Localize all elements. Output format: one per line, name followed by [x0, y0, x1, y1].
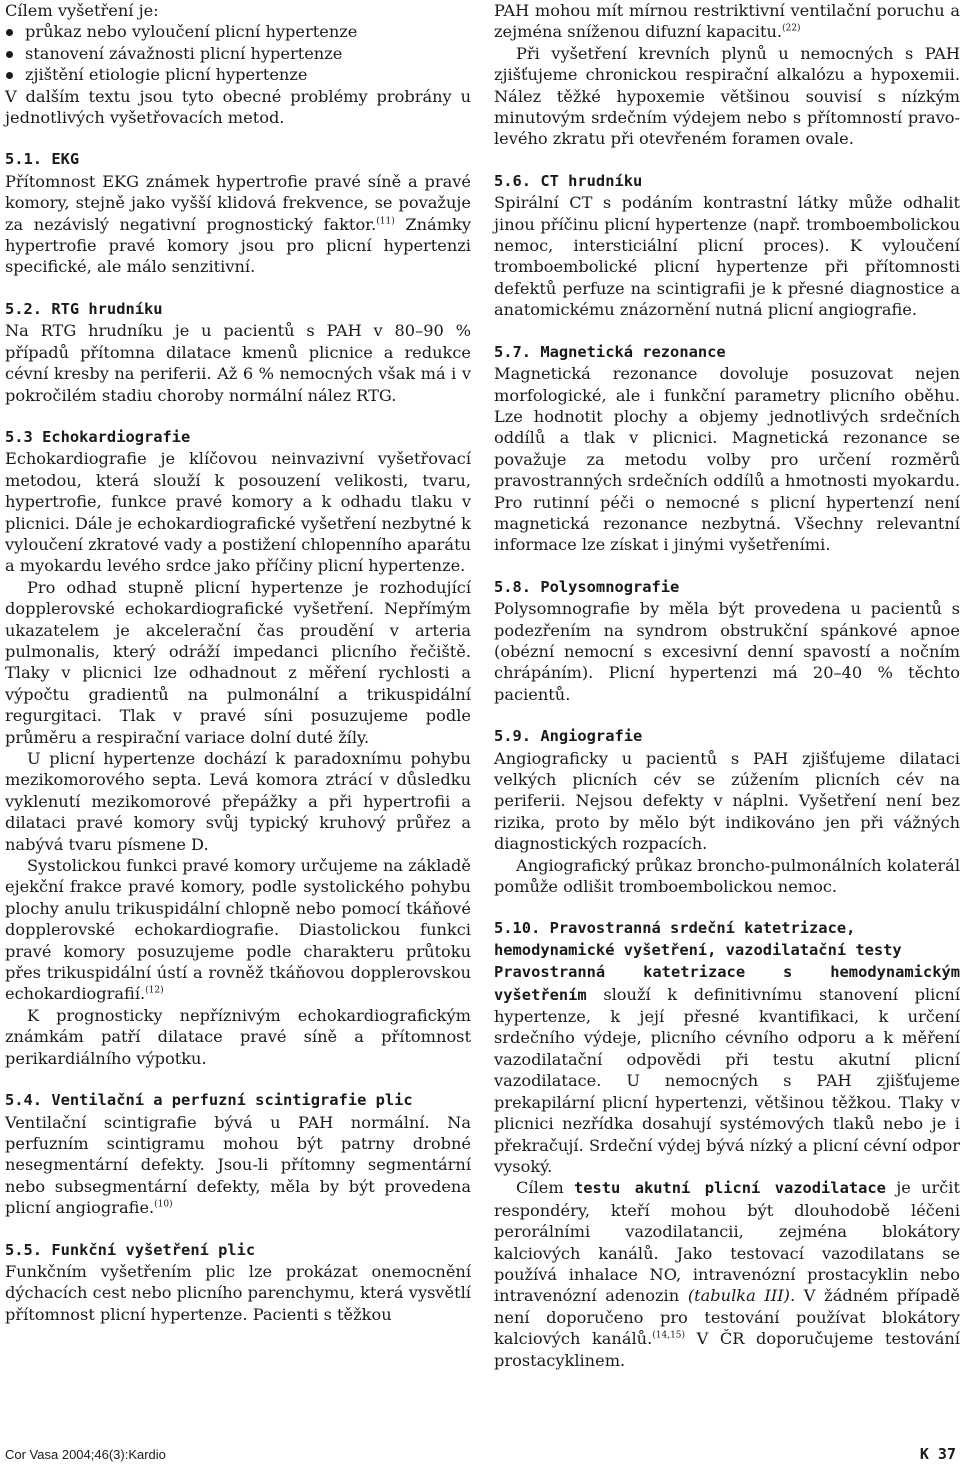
section-5-4-title: 5.4. Ventilační a perfuzní scintigrafie plic [5, 1091, 413, 1110]
section-5-6-text: Spirální CT s podáním kontrastní látky může odhalit jinou příčinu plicní hypertenze (např. tromboembolickou nemoc, intersticiální plicní proces). K vyloučení tromboembolické plicní hypertenze při přítomnosti defektů perfuze na scintigrafii je k přesné diagnostice a anatomickému znázornění nutná plicní angiografie. [494, 193, 960, 320]
section-5-10-paragraph: Pravostranná katetrizace s hemodynamickým vyšetřením slouží k definitivnímu stanovení plicní hypertenze, k její přesné kvantifikaci, k určení srdečního výdeje, plicního cévního odporu a k měření vazodilatační odpovědi při testu akutní plicní vazodilatace. U nemocných s PAH zjišťujeme prekapilární plicní hypertenzi, většinou těžkou. Tlaky v plicnici nezřídka dosahují systémových tlaků nebo je i překračují. Srdeční výdej bývá nízký a plicní cévní odpor vysoký. [494, 963, 960, 1176]
table-reference: (tabulka III) [687, 1286, 790, 1306]
blood-gases-paragraph: Při vyšetření krevních plynů u nemocných s PAH zjišťujeme chronickou respirační alkalózu a hypoxemii. Nález těžké hypoxemie většinou souvisí s nízkým minutovým srdečním výdejem nebo s přítomností pravo-levého zkratu při otevřeném foramen ovale. [494, 43, 960, 149]
goal-item: stanovení závažnosti plicní hypertenze [5, 43, 471, 64]
section-5-10-title: 5.10. Pravostranná srdeční katetrizace, hemodynamické vyšetření, vazodilatační testy [494, 919, 902, 959]
section-5-9-paragraph: Angiografický průkaz broncho-pulmonálních kolaterál pomůže odlišit tromboembolickou nemoc. [494, 855, 960, 897]
bold-term: testu akutní plicní vazodilatace [573, 1179, 886, 1198]
right-column [494, 0, 960, 1371]
section-5-4-text: Ventilační scintigrafie bývá u PAH normální. Na perfuzním scintigramu mohou být patrny drobné nesegmentární defekty. Jsou-li přítomny segmentární nebo subsegmentární defekty, měla by být provedena plicní angiografie.$^{(10)}$ [5, 1112, 471, 1218]
section-5-8-title: 5.8. Polysomnografie [494, 577, 680, 596]
goals-title: Cílem vyšetření je: [5, 1, 159, 20]
bold-term: Pravostranná katetrizace s hemodynamickým vyšetřením [494, 963, 960, 1004]
reference-mark: (14,15) [652, 1330, 686, 1341]
section-5-3-paragraph: U plicní hypertenze dochází k paradoxnímu pohybu mezikomorového septa. Levá komora ztrácí v důsledku vyklenutí mezikomorové přepážky a při hypertrofii a dilataci pravé komory svůj typický kruhový průřez a nabývá tvaru písmene D. [5, 749, 471, 854]
section-5-8-text: Polysomnografie by měla být provedena u pacientů s podezřením na syndrom obstrukční spánkové apnoe (obézní nemocní s excesivní denní spavostí a nočním chrápáním). Plicní hypertenzi má 20–40 % těchto pacientů. [494, 599, 960, 704]
section-5-9-title: 5.9. Angiografie [494, 727, 643, 746]
section-5-7-text: Magnetická rezonance dovoluje posuzovat nejen morfologické, ale i funkční parametry plicního oběhu. Lze hodnotit plochy a objemy jednotlivých srdečních oddílů a tlak v plicnici. Magnetická rezonance se považuje za metodu volby pro určení rozměrů pravostranných srdečních oddílů a hmotnosti myokardu. Pro rutinní péči o nemocné s plicní hypertenzí není magnetická rezonance nezbytná. Všechny relevantní informace lze získat i jinými vyšetřeními. [494, 364, 960, 555]
journal-citation: Cor Vasa 2004;46(3):Kardio [5, 1447, 166, 1462]
section-5-5-text: Funkčním vyšetřením plic lze prokázat onemocnění dýchacích cest nebo plicního parenchymu, která vysvětlí přítomnost plicní hypertenze. Pacienti s těžkou [5, 1261, 471, 1324]
section-5-2-text: Na RTG hrudníku je u pacientů s PAH v 80–90 % případů přítomna dilatace kmenů plicnice a redukce cévní kresby na periferii. Až 6 % nemocných však má i v pokročilém stadiu choroby normální nález RTG. [5, 321, 471, 405]
continued-paragraph: PAH mohou mít mírnou restriktivní ventilační poruchu a zejména sníženou difuzní kapacitu.$^{(22)}$ [494, 1, 960, 42]
left-column [5, 0, 471, 1325]
goal-item: zjištění etiologie plicní hypertenze [5, 64, 471, 85]
section-5-3-paragraph: Systolickou funkci pravé komory určujeme na základě ejekční frakce pravé komory, podle systolického pohybu plochy anulu trikuspidální chlopně nebo pomocí tkáňové dopplerovské echokardiografie. Diastolickou funkci pravé komory posuzujeme podle charakteru průtoku přes trikuspidální ústí a rovněž tkáňovou dopplerovskou echokardiografií.$^{(12)}$ [5, 856, 471, 1004]
section-5-7-title: 5.7. Magnetická rezonance [494, 342, 726, 361]
reference-mark: (11) [376, 216, 395, 227]
reference-mark: (22) [782, 24, 801, 35]
reference-mark: (10) [154, 1199, 173, 1210]
section-5-3-paragraph: K prognosticky nepříznivým echokardiografickým známkám patří dilatace pravé síně a přítomnost perikardiálního výpotku. [5, 1005, 471, 1068]
section-5-9-paragraph: Angiograficky u pacientů s PAH zjišťujeme dilataci velkých plicních cév se zúžením plicních cév na periferii. Nejsou defekty v náplni. Vyšetření není bez rizika, proto by mělo být indikováno jen při vážných diagnostických rozpacích. [494, 748, 960, 854]
section-5-1-text: Přítomnost EKG známek hypertrofie pravé síně a pravé komory, stejně jako vyšší klidová frekvence, se považuje za nezávislý negativní prognostický faktor.$^{(11)}$ Známky hypertrofie pravé komory jsou pro plicní hypertenzi specifické, ale málo senzitivní. [5, 171, 471, 277]
page-number: K 37 [919, 1445, 956, 1463]
section-5-5-title: 5.5. Funkční vyšetření plic [5, 1240, 256, 1259]
section-5-6-title: 5.6. CT hrudníku [494, 171, 643, 190]
goals-list [5, 21, 471, 85]
section-5-10-paragraph: Cílem testu akutní plicní vazodilatace je určit respondéry, kteří mohou být dlouhodobě léčeni perorálními vazodilatancii, zejména blokátory kalciových kanálů. Jako testovací vazodilatans se používá inhalace NO, intravenózní prostacyklin nebo intravenózní adenozin (tabulka III). V žádném případě není doporučeno pro testování používat blokátory kalciových kanálů.$^{(14,15)}$ V ČR doporučujeme testování prostacyklinem. [494, 1178, 960, 1370]
section-5-3-title: 5.3 Echokardiografie [5, 427, 191, 446]
reference-mark: (12) [145, 986, 164, 997]
goal-item: průkaz nebo vyloučení plicní hypertenze [5, 21, 471, 42]
section-5-1-title: 5.1. EKG [5, 150, 80, 169]
section-5-2-title: 5.2. RTG hrudníku [5, 299, 163, 318]
section-5-3-paragraph: Pro odhad stupně plicní hypertenze je rozhodující dopplerovské echokardiografické vyšetření. Nepřímým ukazatelem je akcelerační čas proudění v arteria pulmonalis, který odráží impedanci plicního řečiště. Tlaky v plicnici lze odhadnout z měření rychlosti a výpočtu gradientů na pulmonální a trikuspidální regurgitaci. Tlak v pravé síni posuzujeme podle průměru a respirační variace dolní duté žíly. [5, 577, 471, 747]
section-5-3-paragraph: Echokardiografie je klíčovou neinvazivní vyšetřovací metodou, která slouží k posouzení velikosti, tvaru, hypertrofie, funkce pravé komory a k odhadu tlaku v plicnici. Dále je echokardiografické vyšetření nezbytné k vyloučení zkratové vady a postižení chlopenního aparátu a myokardu levého srdce jako příčiny plicní hypertenze. [5, 449, 471, 576]
intro-paragraph: V dalším textu jsou tyto obecné problémy probrány u jednotlivých vyšetřovacích metod. [5, 86, 471, 128]
